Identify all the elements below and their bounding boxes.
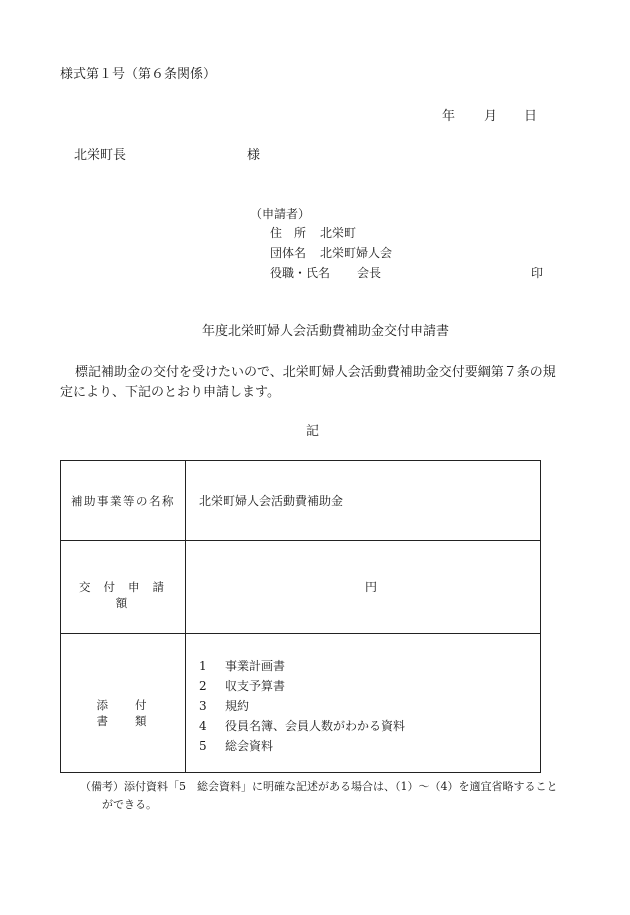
body-line-2: 定により、下記のとおり申請します。 [60, 385, 280, 400]
attachment-item: 3 規約 [199, 699, 250, 713]
table-row-divider-2 [61, 633, 540, 634]
note-line-2: ができる。 [102, 798, 157, 811]
applicant-heading: （申請者） [250, 207, 311, 221]
body-line-1: 標記補助金の交付を受けたいので、北栄町婦人会活動費補助金交付要綱第７条の規 [75, 365, 556, 380]
label-attachments: 添付書類 [96, 698, 174, 728]
seal-mark: 印 [531, 266, 544, 280]
attachment-item: 5 総会資料 [199, 739, 274, 753]
attachment-item: 2 収支予算書 [199, 679, 286, 693]
applicant-role-value: 会長 [357, 266, 382, 280]
date-day: 日 [524, 109, 538, 124]
note-line-1: （備考）添付資料「5 総会資料」に明確な記述がある場合は、（1）〜（4）を適宜省略すること [80, 780, 558, 793]
value-project-name: 北栄町婦人会活動費補助金 [199, 494, 344, 508]
addressee-name: 北栄町長 [74, 148, 127, 163]
date-year: 年 [442, 109, 456, 124]
document-title: 年度北栄町婦人会活動費補助金交付申請書 [202, 324, 450, 339]
applicant-org-label: 団体名 [270, 246, 307, 260]
attachment-item: 4 役員名簿、会員人数がわかる資料 [199, 719, 406, 733]
application-table [60, 460, 541, 773]
ki-heading: 記 [306, 424, 320, 439]
applicant-address-label: 住 所 [270, 226, 307, 240]
addressee-honorific: 様 [247, 148, 261, 163]
label-project-name: 補助事業等の名称 [71, 494, 175, 508]
form-number: 様式第１号（第６条関係） [60, 67, 217, 82]
applicant-org-value: 北栄町婦人会 [320, 246, 393, 260]
table-row-divider-1 [61, 540, 540, 541]
applicant-role-label: 役職・氏名 [270, 266, 331, 280]
attachment-item: 1 事業計画書 [199, 659, 286, 673]
table-column-divider [185, 461, 186, 772]
label-application-amount: 交付申請額 [79, 580, 177, 610]
date-month: 月 [484, 109, 498, 124]
value-amount-unit: 円 [365, 580, 378, 594]
applicant-address-value: 北栄町 [320, 226, 357, 240]
